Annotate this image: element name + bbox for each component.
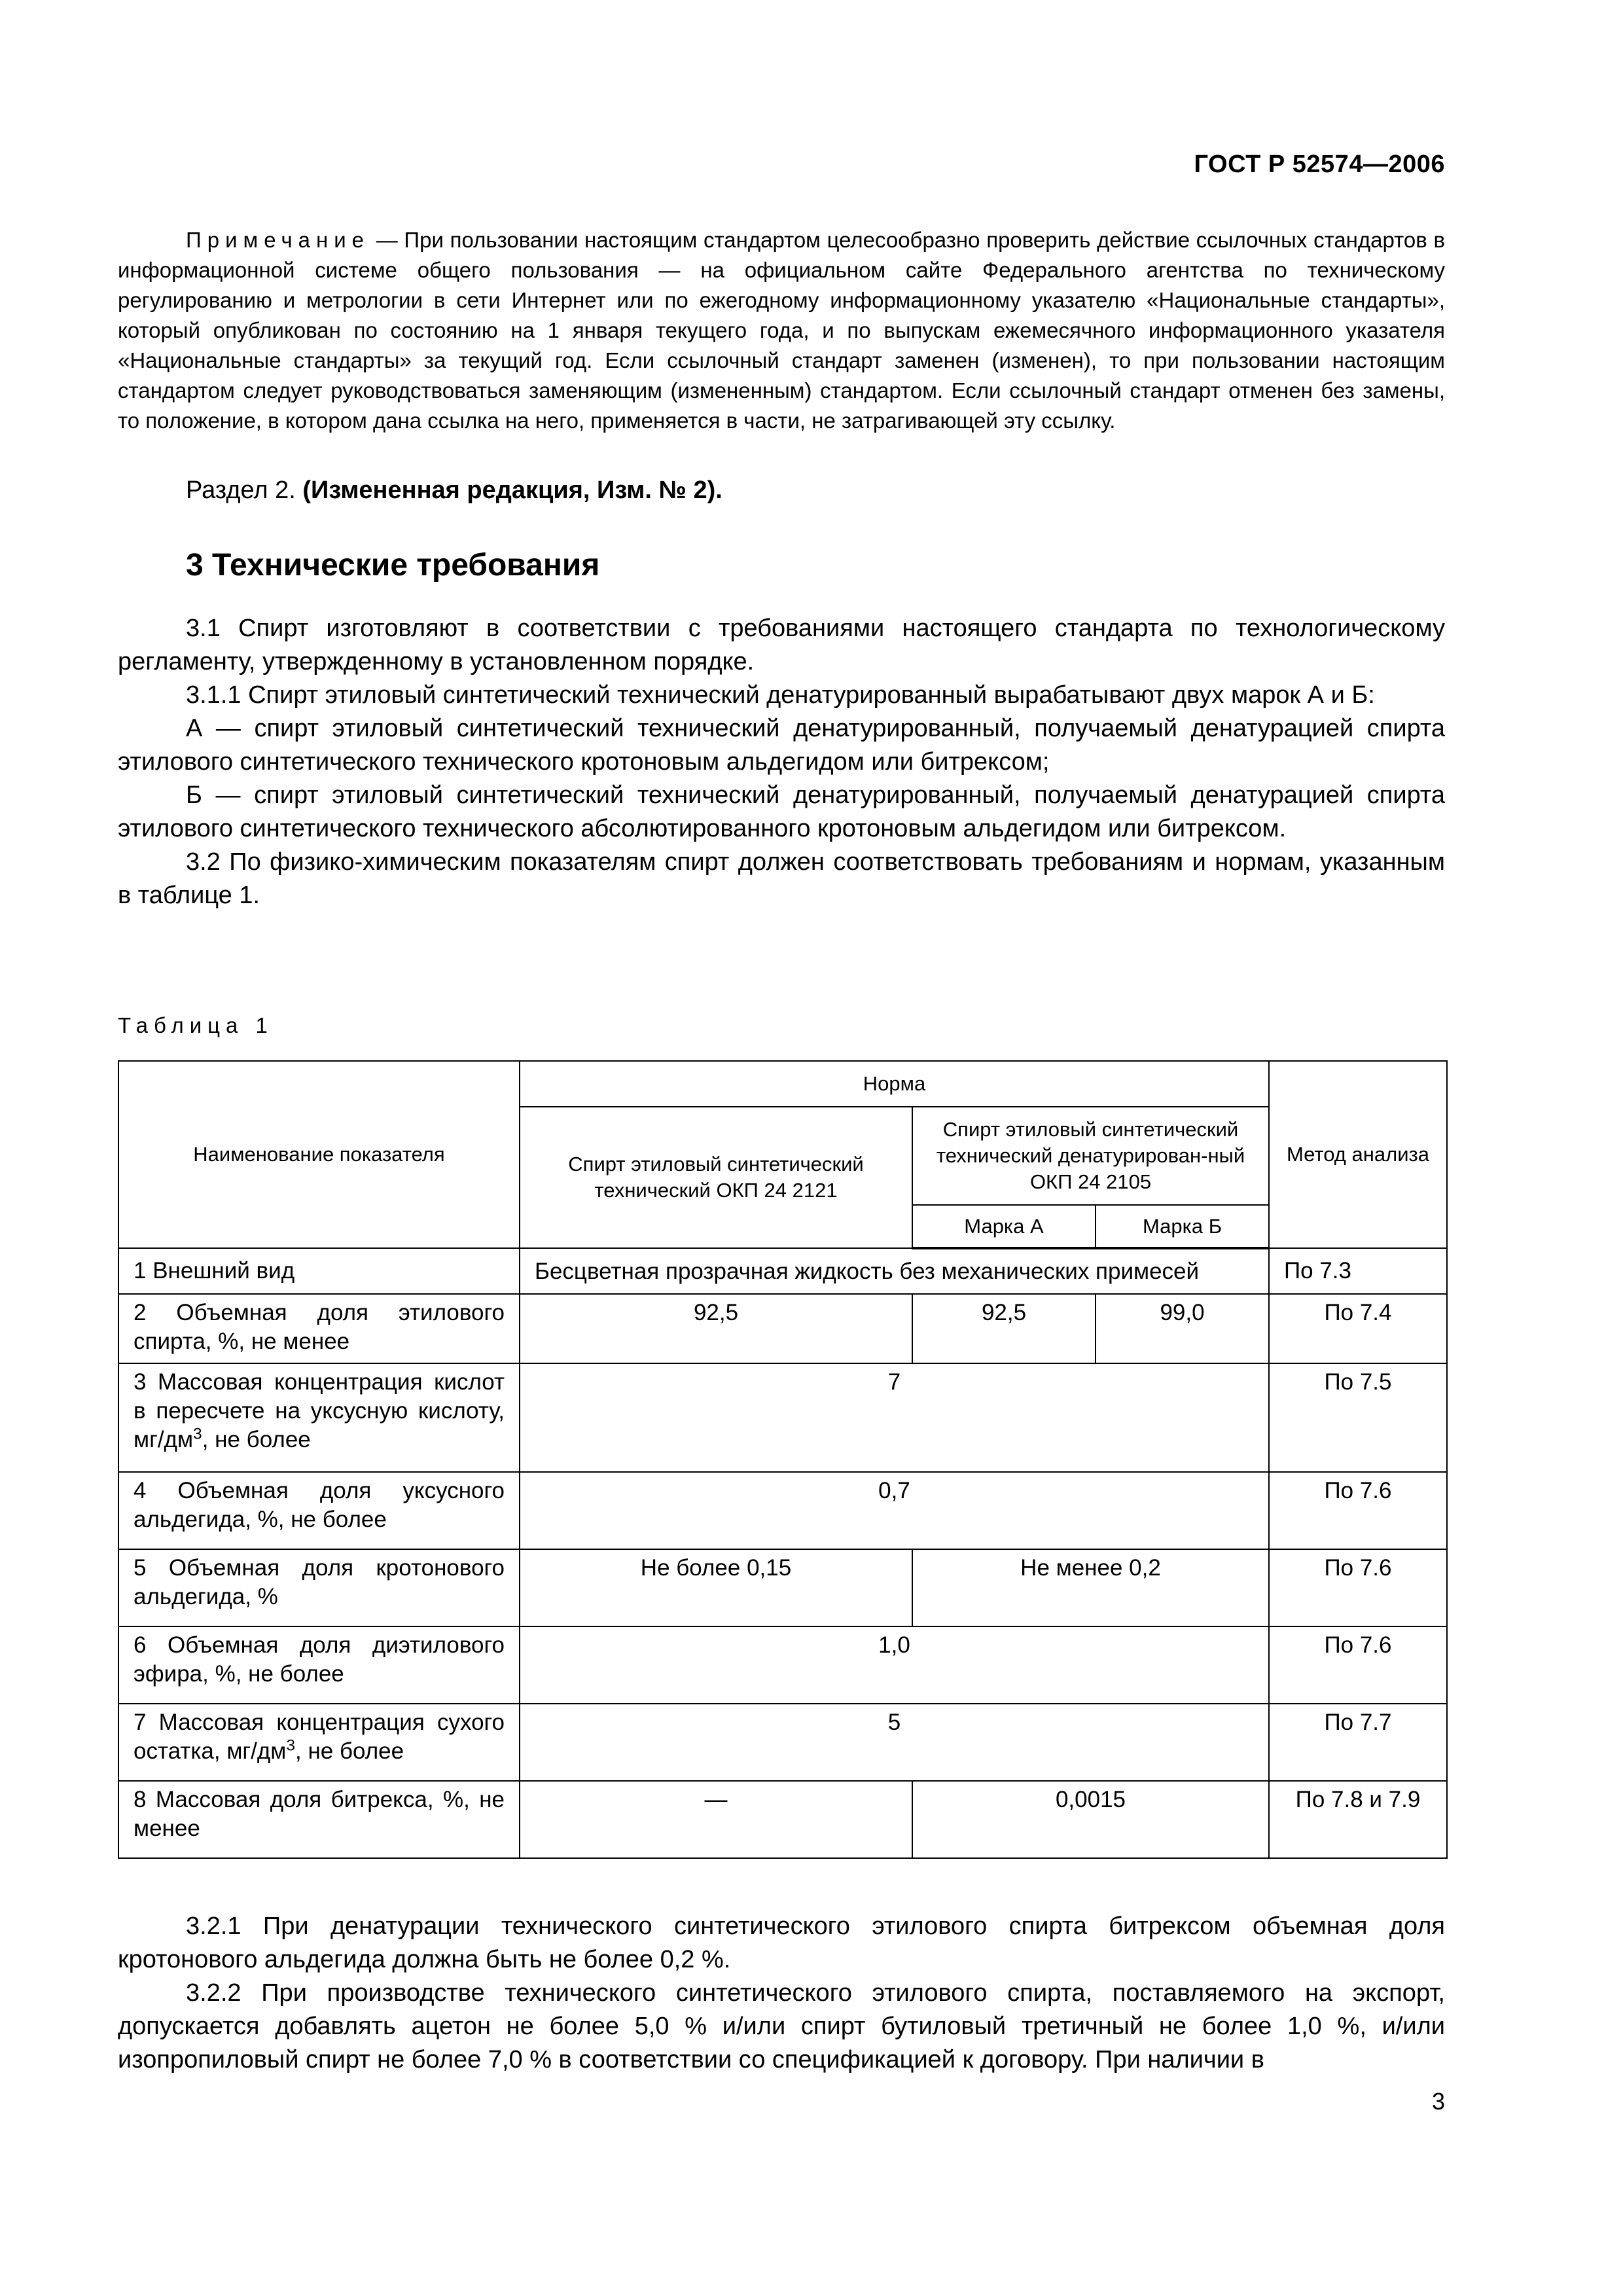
paragraph: 3.2.2 При производстве технического синтетического этилового спирта, поставляемого на экспорт, допускается добавлять ацетон не более 5,0 % и/или спирт бутиловый третичный не более 1,0 %, и/или изопропиловый спирт не более 7,0 % в соответствии со спецификацией к договору. При наличии в <box>118 1979 1445 2073</box>
section-ref-prefix: Раздел 2. <box>186 476 303 504</box>
row-name-sup: 3 <box>286 1736 296 1755</box>
row-method: По 7.5 <box>1269 1363 1447 1472</box>
row-method: По 7.8 и 7.9 <box>1269 1781 1447 1858</box>
table-row <box>118 1549 1447 1626</box>
row-name <box>118 1363 520 1472</box>
header-tech-spirit: Спирт этиловый синтетический технический ОКП 24 2121 <box>520 1107 912 1248</box>
header-name: Наименование показателя <box>118 1061 520 1248</box>
row-name <box>118 1704 520 1781</box>
row-name: 1 Внешний вид <box>118 1248 520 1294</box>
table-row <box>118 1363 1447 1472</box>
row-value-a: 92,5 <box>912 1294 1096 1363</box>
header-method: Метод анализа <box>1269 1061 1447 1248</box>
row-name: 5 Объемная доля кротонового альдегида, % <box>118 1549 520 1626</box>
paragraph: 3.1.1 Спирт этиловый синтетический технический денатурированный вырабатывают двух марок А и Б: <box>186 681 1375 709</box>
row-method: По 7.6 <box>1269 1549 1447 1626</box>
paragraph: Б — спирт этиловый синтетический технический денатурированный, получаемый денатурацией спирта этилового синтетического технического абсолютированного кротоновым альдегидом или битрексом. <box>118 781 1445 842</box>
header-denat-spirit: Спирт этиловый синтетический технический денатурирован-ный ОКП 24 2105 <box>912 1107 1269 1205</box>
paragraph: 3.1 Спирт изготовляют в соответствии с требованиями настоящего стандарта по технологическому регламенту, утвержденному в установленном порядке. <box>118 615 1445 675</box>
row-value-tech: 92,5 <box>520 1294 912 1363</box>
paragraph: А — спирт этиловый синтетический технический денатурированный, получаемый денатурацией спирта этилового синтетического технического кротоновым альдегидом или битрексом; <box>118 715 1445 776</box>
row-method: По 7.4 <box>1269 1294 1447 1363</box>
header-mark-b: Марка Б <box>1096 1205 1269 1248</box>
requirements-table <box>118 1060 1448 1859</box>
section-revision-ref <box>186 476 722 505</box>
row-value: Бесцветная прозрачная жидкость без механических примесей <box>520 1248 1269 1294</box>
row-method: По 7.3 <box>1269 1248 1447 1294</box>
row-value-ab: Не менее 0,2 <box>912 1549 1269 1626</box>
table-row <box>118 1781 1447 1858</box>
row-method: По 7.7 <box>1269 1704 1447 1781</box>
row-name-text: 3 Массовая концентрация кислот в пересчете на уксусную кислоту, мг/дм <box>134 1369 505 1452</box>
note-block <box>118 225 1445 436</box>
row-name: 2 Объемная доля этилового спирта, %, не менее <box>118 1294 520 1363</box>
table-row <box>118 1472 1447 1549</box>
row-method: По 7.6 <box>1269 1472 1447 1549</box>
after-table-text <box>118 1910 1445 2077</box>
row-value: 1,0 <box>520 1626 1269 1704</box>
paragraph: 3.2 По физико-химическим показателям спирт должен соответствовать требованиям и нормам, указанным в таблице 1. <box>118 848 1445 909</box>
row-name-text: 7 Массовая концентрация сухого остатка, мг/дм <box>134 1710 505 1764</box>
header-norm: Норма <box>520 1061 1269 1107</box>
note-label: Примечание <box>186 228 370 252</box>
header-mark-a: Марка А <box>912 1205 1096 1248</box>
row-name-sup: 3 <box>193 1425 202 1443</box>
row-name: 6 Объемная доля диэтилового эфира, %, не более <box>118 1626 520 1704</box>
row-value: 7 <box>520 1363 1269 1472</box>
row-value-b: 99,0 <box>1096 1294 1269 1363</box>
row-value: 0,7 <box>520 1472 1269 1549</box>
section-body <box>118 612 1445 912</box>
row-name-suffix: , не более <box>295 1738 404 1764</box>
page-number: 3 <box>1431 2088 1445 2115</box>
note-text: — При пользовании настоящим стандартом целесообразно проверить действие ссылочных стандартов в информационной системе общего пользования — на официальном сайте Федерального агентства по техническому регулированию и метрологии в сети Интернет или по ежегодному информационному указателю «Национальные стандарты», который опубликован по состоянию на 1 января текущего года, и по выпускам ежемесячного информационного указателя «Национальные стандарты» за текущий год. Если ссылочный стандарт заменен (изменен), то при пользовании настоящим стандартом следует руководствоваться заменяющим (измененным) стандартом. Если ссылочный стандарт отменен без замены, то положение, в котором дана ссылка на него, применяется в части, не затрагивающей эту ссылку. <box>118 228 1445 433</box>
section-title: 3 Технические требования <box>186 548 600 583</box>
row-value-tech: — <box>520 1781 912 1858</box>
row-name: 4 Объемная доля уксусного альдегида, %, не более <box>118 1472 520 1549</box>
table-row <box>118 1248 1447 1294</box>
paragraph: 3.2.1 При денатурации технического синтетического этилового спирта битрексом объемная доля кротонового альдегида должна быть не более 0,2 %. <box>118 1912 1445 1973</box>
row-value-tech: Не более 0,15 <box>520 1549 912 1626</box>
standard-code: ГОСТ Р 52574—2006 <box>1194 151 1445 178</box>
row-value-ab: 0,0015 <box>912 1781 1269 1858</box>
row-method: По 7.6 <box>1269 1626 1447 1704</box>
table-caption: Таблица 1 <box>118 1013 274 1037</box>
row-value: 5 <box>520 1704 1269 1781</box>
table-row <box>118 1704 1447 1781</box>
row-name: 8 Массовая доля битрекса, %, не менее <box>118 1781 520 1858</box>
row-name-suffix: , не более <box>202 1427 311 1452</box>
table-row <box>118 1294 1447 1363</box>
section-ref-bold: (Измененная редакция, Изм. № 2). <box>302 476 722 504</box>
table-row <box>118 1626 1447 1704</box>
